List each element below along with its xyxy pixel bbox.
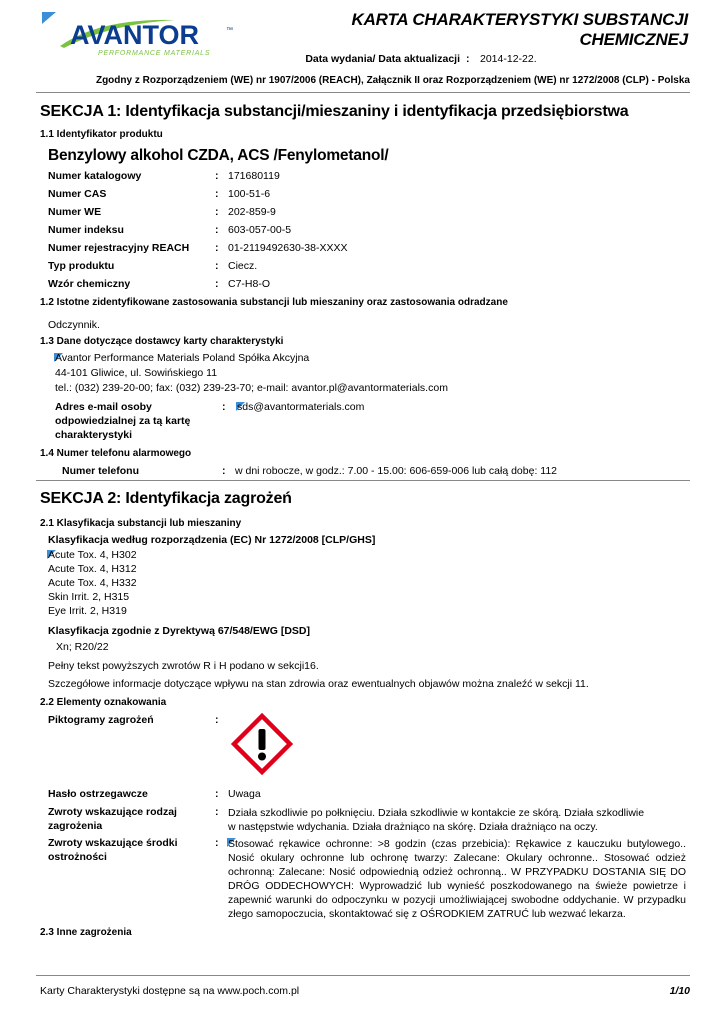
dsd-heading: Klasyfikacja zgodnie z Dyrektywą 67/548/EWG [DSD] — [48, 625, 311, 637]
dsd-value: Xn; R20/22 — [56, 641, 109, 653]
email-label-line2: odpowiedzialnej za tą kartę — [55, 415, 191, 427]
supplier-name: Avantor Performance Materials Poland Spółka Akcyjna — [55, 352, 310, 364]
email-value: sds@avantormaterials.com — [237, 401, 365, 413]
section2-1-heading: 2.1 Klasyfikacja substancji lub mieszaniny — [40, 518, 242, 529]
r-h-note: Pełny tekst powyższych zwrotów R i H podano w sekcji16. — [48, 660, 319, 672]
avantor-logo — [40, 8, 240, 58]
clp-item: Acute Tox. 4, H302 — [48, 549, 137, 561]
precaution-label-line2: ostrożności — [48, 851, 107, 863]
supplier-address: 44-101 Gliwice, ul. Sowińskiego 11 — [55, 367, 218, 379]
section1-3-heading: 1.3 Dane dotyczące dostawcy karty charakterystyki — [40, 336, 284, 347]
identifier-value: C7-H8-O — [228, 278, 271, 290]
identifier-value: 01-2119492630-38-XXXX — [228, 242, 348, 254]
header-divider — [36, 92, 690, 93]
identifier-label: Numer katalogowy — [48, 170, 142, 182]
identifier-colon: : — [215, 278, 219, 290]
precaution-label-line1: Zwroty wskazujące środki — [48, 837, 178, 849]
hazard-label-line2: zagrożenia — [48, 820, 103, 832]
footer-divider — [36, 975, 690, 976]
signal-word-value: Uwaga — [228, 788, 261, 800]
phone-label: Numer telefonu — [62, 465, 140, 477]
identifier-value: 603-057-00-5 — [228, 224, 292, 236]
signal-word-label: Hasło ostrzegawcze — [48, 788, 148, 800]
signal-word-colon: : — [215, 788, 219, 800]
email-label-line1: Adres e-mail osoby — [55, 401, 152, 413]
section-divider — [36, 480, 690, 481]
section1-1-heading: 1.1 Identyfikator produktu — [40, 129, 163, 140]
phone-value: w dni robocze, w godz.: 7.00 - 15.00: 606-659-006 lub całą dobę: 112 — [235, 465, 558, 477]
identifier-colon: : — [215, 206, 219, 218]
email-label-line3: charakterystyki — [55, 429, 133, 441]
section2-title: SEKCJA 2: Identyfikacja zagrożeń — [40, 490, 292, 507]
issue-date-value: 2014-12-22. — [480, 53, 537, 65]
identifier-colon: : — [215, 170, 219, 182]
identifier-label: Wzór chemiczny — [48, 278, 131, 290]
footer-website-note: Karty Charakterystyki dostępne są na www.poch.com.pl — [40, 985, 300, 997]
section1-title: SEKCJA 1: Identyfikacja substancji/mieszaniny i identyfikacja przedsiębiorstwa — [40, 103, 629, 120]
page-number: 1/10 — [669, 985, 690, 997]
section2-3-heading: 2.3 Inne zagrożenia — [40, 927, 132, 938]
identifier-label: Numer CAS — [48, 188, 107, 200]
ghs07-exclamation-mark-icon — [231, 713, 293, 775]
identifier-colon: : — [215, 224, 219, 236]
identifier-label: Typ produktu — [48, 260, 115, 272]
product-name: Benzylowy alkohol CZDA, ACS /Fenylometanol/ — [48, 147, 389, 164]
section1-4-heading: 1.4 Numer telefonu alarmowego — [40, 448, 192, 459]
pictogram-colon: : — [215, 714, 219, 726]
section1-2-heading: 1.2 Istotne zidentyfikowane zastosowania substancji lub mieszaniny oraz zastosowania odradzane — [40, 297, 508, 308]
hazard-label-line1: Zwroty wskazujące rodzaj — [48, 806, 177, 818]
supplier-contact: tel.: (032) 239-20-00; fax: (032) 239-23-70; e-mail: avantor.pl@avantormaterials.com — [55, 382, 448, 394]
clp-item: Acute Tox. 4, H312 — [48, 563, 137, 575]
issue-date-colon: : — [466, 53, 470, 65]
clp-item: Eye Irrit. 2, H319 — [48, 605, 127, 617]
precaution-colon: : — [215, 837, 219, 849]
clp-item: Skin Irrit. 2, H315 — [48, 591, 130, 603]
logo-wordmark: AVANTOR — [70, 20, 200, 50]
identifier-value: 100-51-6 — [228, 188, 271, 200]
identifier-label: Numer WE — [48, 206, 102, 218]
identifier-colon: : — [215, 242, 219, 254]
document-title: KARTA CHARAKTERYSTYKI SUBSTANCJI CHEMICZNEJ — [351, 10, 688, 49]
clp-heading: Klasyfikacja według rozporządzenia (EC) Nr 1272/2008 [CLP/GHS] — [48, 534, 376, 546]
identifier-label: Numer indeksu — [48, 224, 124, 236]
pictogram-label: Piktogramy zagrożeń — [48, 714, 154, 726]
health-note: Szczegółowe informacje dotyczące wpływu na stan zdrowia oraz ewentualnych objawów można znaleźć w sekcji 11. — [48, 678, 589, 690]
regulation-line: Zgodny z Rozporządzeniem (WE) nr 1907/2006 (REACH), Załącznik II oraz Rozporządzeniem (WE) nr 1272/2008 (CLP) - Polska — [95, 75, 690, 86]
identifier-value: 202-859-9 — [228, 206, 276, 218]
email-colon: : — [222, 401, 226, 413]
product-use: Odczynnik. — [48, 319, 100, 331]
precautionary-statements: Stosować rękawice ochronne: >8 godzin (czas przebicia): Rękawice z kauczuku butylowego.. Nosić okulary ochronne lub ochronę twarzy: Zalecane: Okulary ochronne.. Stosować odzież ochronną: Zalecane: Nosić odpowiednią odzież ochronną.. W PRZYPADKU DOSTANIA SIĘ DO DRÓG ODDECHOWYCH: Wyprowadzić lub wynieść poszkodowanego na świeże powietrze i zapewnić warunki do odpoczynku w pozycji umożliwiającej swobodne oddychanie. W przypadku złego samopoczucia, skontaktować się z OŚRODKIEM ZATRUĆ lub wezwać lekarza. — [228, 838, 686, 920]
identifier-value: 171680119 — [228, 170, 280, 182]
clp-item: Acute Tox. 4, H332 — [48, 577, 137, 589]
identifier-label: Numer rejestracyjny REACH — [48, 242, 190, 254]
identifier-colon: : — [215, 188, 219, 200]
section2-2-heading: 2.2 Elementy oznakowania — [40, 697, 167, 708]
hazard-colon: : — [215, 806, 219, 818]
logo-trademark: ™ — [226, 27, 233, 34]
hazard-statements: Działa szkodliwie po połknięciu. Działa szkodliwie w kontakcie ze skórą. Działa szkodliwie w następstwie wdychania. Działa drażniąco na skórę. Działa drażniąco na oczy. — [228, 807, 645, 833]
logo-subtitle: PERFORMANCE MATERIALS — [98, 50, 211, 57]
identifier-value: Ciecz. — [228, 260, 258, 272]
issue-date-label: Data wydania/ Data aktualizacji — [305, 53, 460, 65]
identifier-colon: : — [215, 260, 219, 272]
phone-colon: : — [222, 465, 226, 477]
